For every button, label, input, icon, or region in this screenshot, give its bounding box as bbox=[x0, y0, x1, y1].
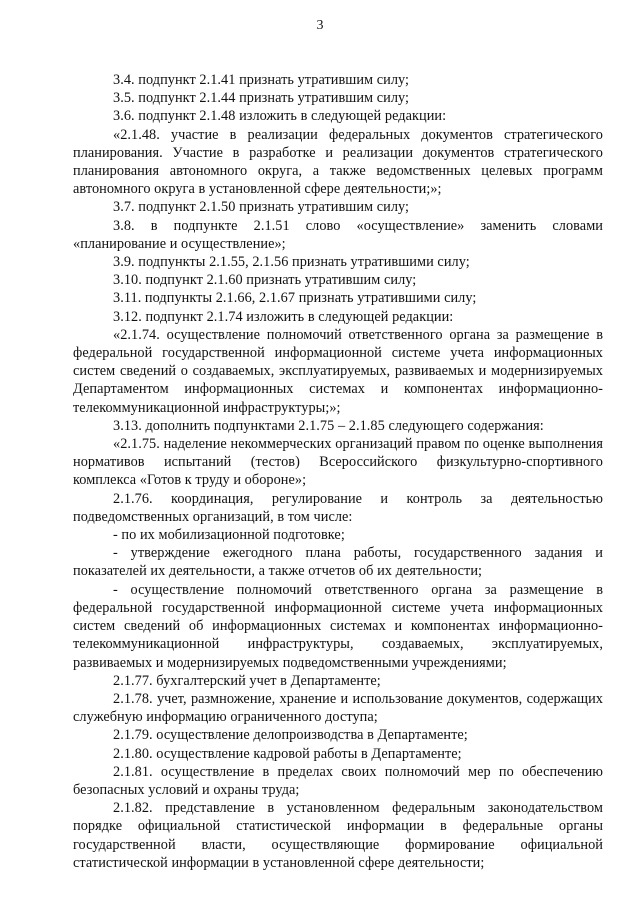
paragraph: 2.1.77. бухгалтерский учет в Департаменте; bbox=[113, 672, 381, 689]
paragraph: 3.6. подпункт 2.1.48 изложить в следующей редакции: bbox=[113, 108, 447, 125]
paragraph: 2.1.79. осуществление делопроизводства в Департаменте; bbox=[113, 727, 468, 744]
paragraph: 2.1.76. координация, регулирование и контроль за деятельностью подведомственных организаций, в том числе: bbox=[73, 490, 603, 525]
paragraph: 3.5. подпункт 2.1.44 признать утратившим силу; bbox=[113, 90, 410, 107]
page-number: 3 bbox=[316, 18, 324, 33]
paragraph: 3.12. подпункт 2.1.74 изложить в следующей редакции: bbox=[113, 308, 454, 325]
paragraph: 3.8. в подпункте 2.1.51 слово «осуществление» заменить словами «планирование и осуществление»; bbox=[73, 217, 603, 252]
paragraph: 2.1.78. учет, размножение, хранение и использование документов, содержащих служебную информацию ограниченного доступа; bbox=[73, 690, 603, 726]
paragraph: - осуществление полномочий ответственного органа за размещение в федеральной государственной информационной системе учета информационных систем сведений об информационных системах и компонентах информационно-телекоммуникационной инфраструктуры, создаваемых, эксплуатируемых, развиваемых и модернизируемых подведомственными учреждениями; bbox=[73, 581, 603, 671]
paragraph: 2.1.81. осуществление в пределах своих полномочий мер по обеспечению безопасных условий и охраны труда; bbox=[73, 763, 603, 798]
paragraph: «2.1.75. наделение некоммерческих организаций правом по оценке выполнения нормативов испытаний (тестов) Всероссийского физкультурно-спортивного комплекса «Готов к труду и обороне»; bbox=[73, 436, 603, 489]
paragraph: - утверждение ежегодного плана работы, государственного задания и показателей их деятельности, а также отчетов об их деятельности; bbox=[73, 545, 603, 580]
paragraph: 2.1.82. представление в установленном федеральным законодательством порядке официальной статистической информации в федеральные органы государственной власти, осуществляющие формирование официальной статистической информации в установленной сфере деятельности; bbox=[73, 800, 603, 871]
paragraph: 3.10. подпункт 2.1.60 признать утратившим силу; bbox=[113, 272, 417, 289]
paragraph: 3.13. дополнить подпунктами 2.1.75 – 2.1.85 следующего содержания: bbox=[113, 417, 544, 434]
paragraph: 2.1.80. осуществление кадровой работы в Департаменте; bbox=[113, 745, 462, 762]
paragraph: - по их мобилизационной подготовке; bbox=[113, 527, 345, 544]
document-body bbox=[73, 71, 603, 872]
paragraph: 3.7. подпункт 2.1.50 признать утратившим силу; bbox=[113, 199, 410, 216]
paragraph: 3.9. подпункты 2.1.55, 2.1.56 признать утратившими силу; bbox=[113, 254, 470, 271]
paragraph: «2.1.74. осуществление полномочий ответственного органа за размещение в федеральной государственной информационной системе учета информационных систем сведений о создаваемых, эксплуатируемых, развиваемых и модернизируемых Департаментом информационных системах и компонентах информационно-телекоммуникационной инфраструктуры;»; bbox=[73, 326, 603, 416]
paragraph: 3.4. подпункт 2.1.41 признать утратившим силу; bbox=[113, 72, 410, 88]
paragraph: 3.11. подпункты 2.1.66, 2.1.67 признать утратившими силу; bbox=[113, 290, 477, 307]
paragraph: «2.1.48. участие в реализации федеральных документов стратегического планирования. Участие в разработке и реализации документов стратегического планирования автономного округа, а также ведомственных целевых программ автономного округа в установленной сфере деятельности;»; bbox=[73, 126, 603, 198]
